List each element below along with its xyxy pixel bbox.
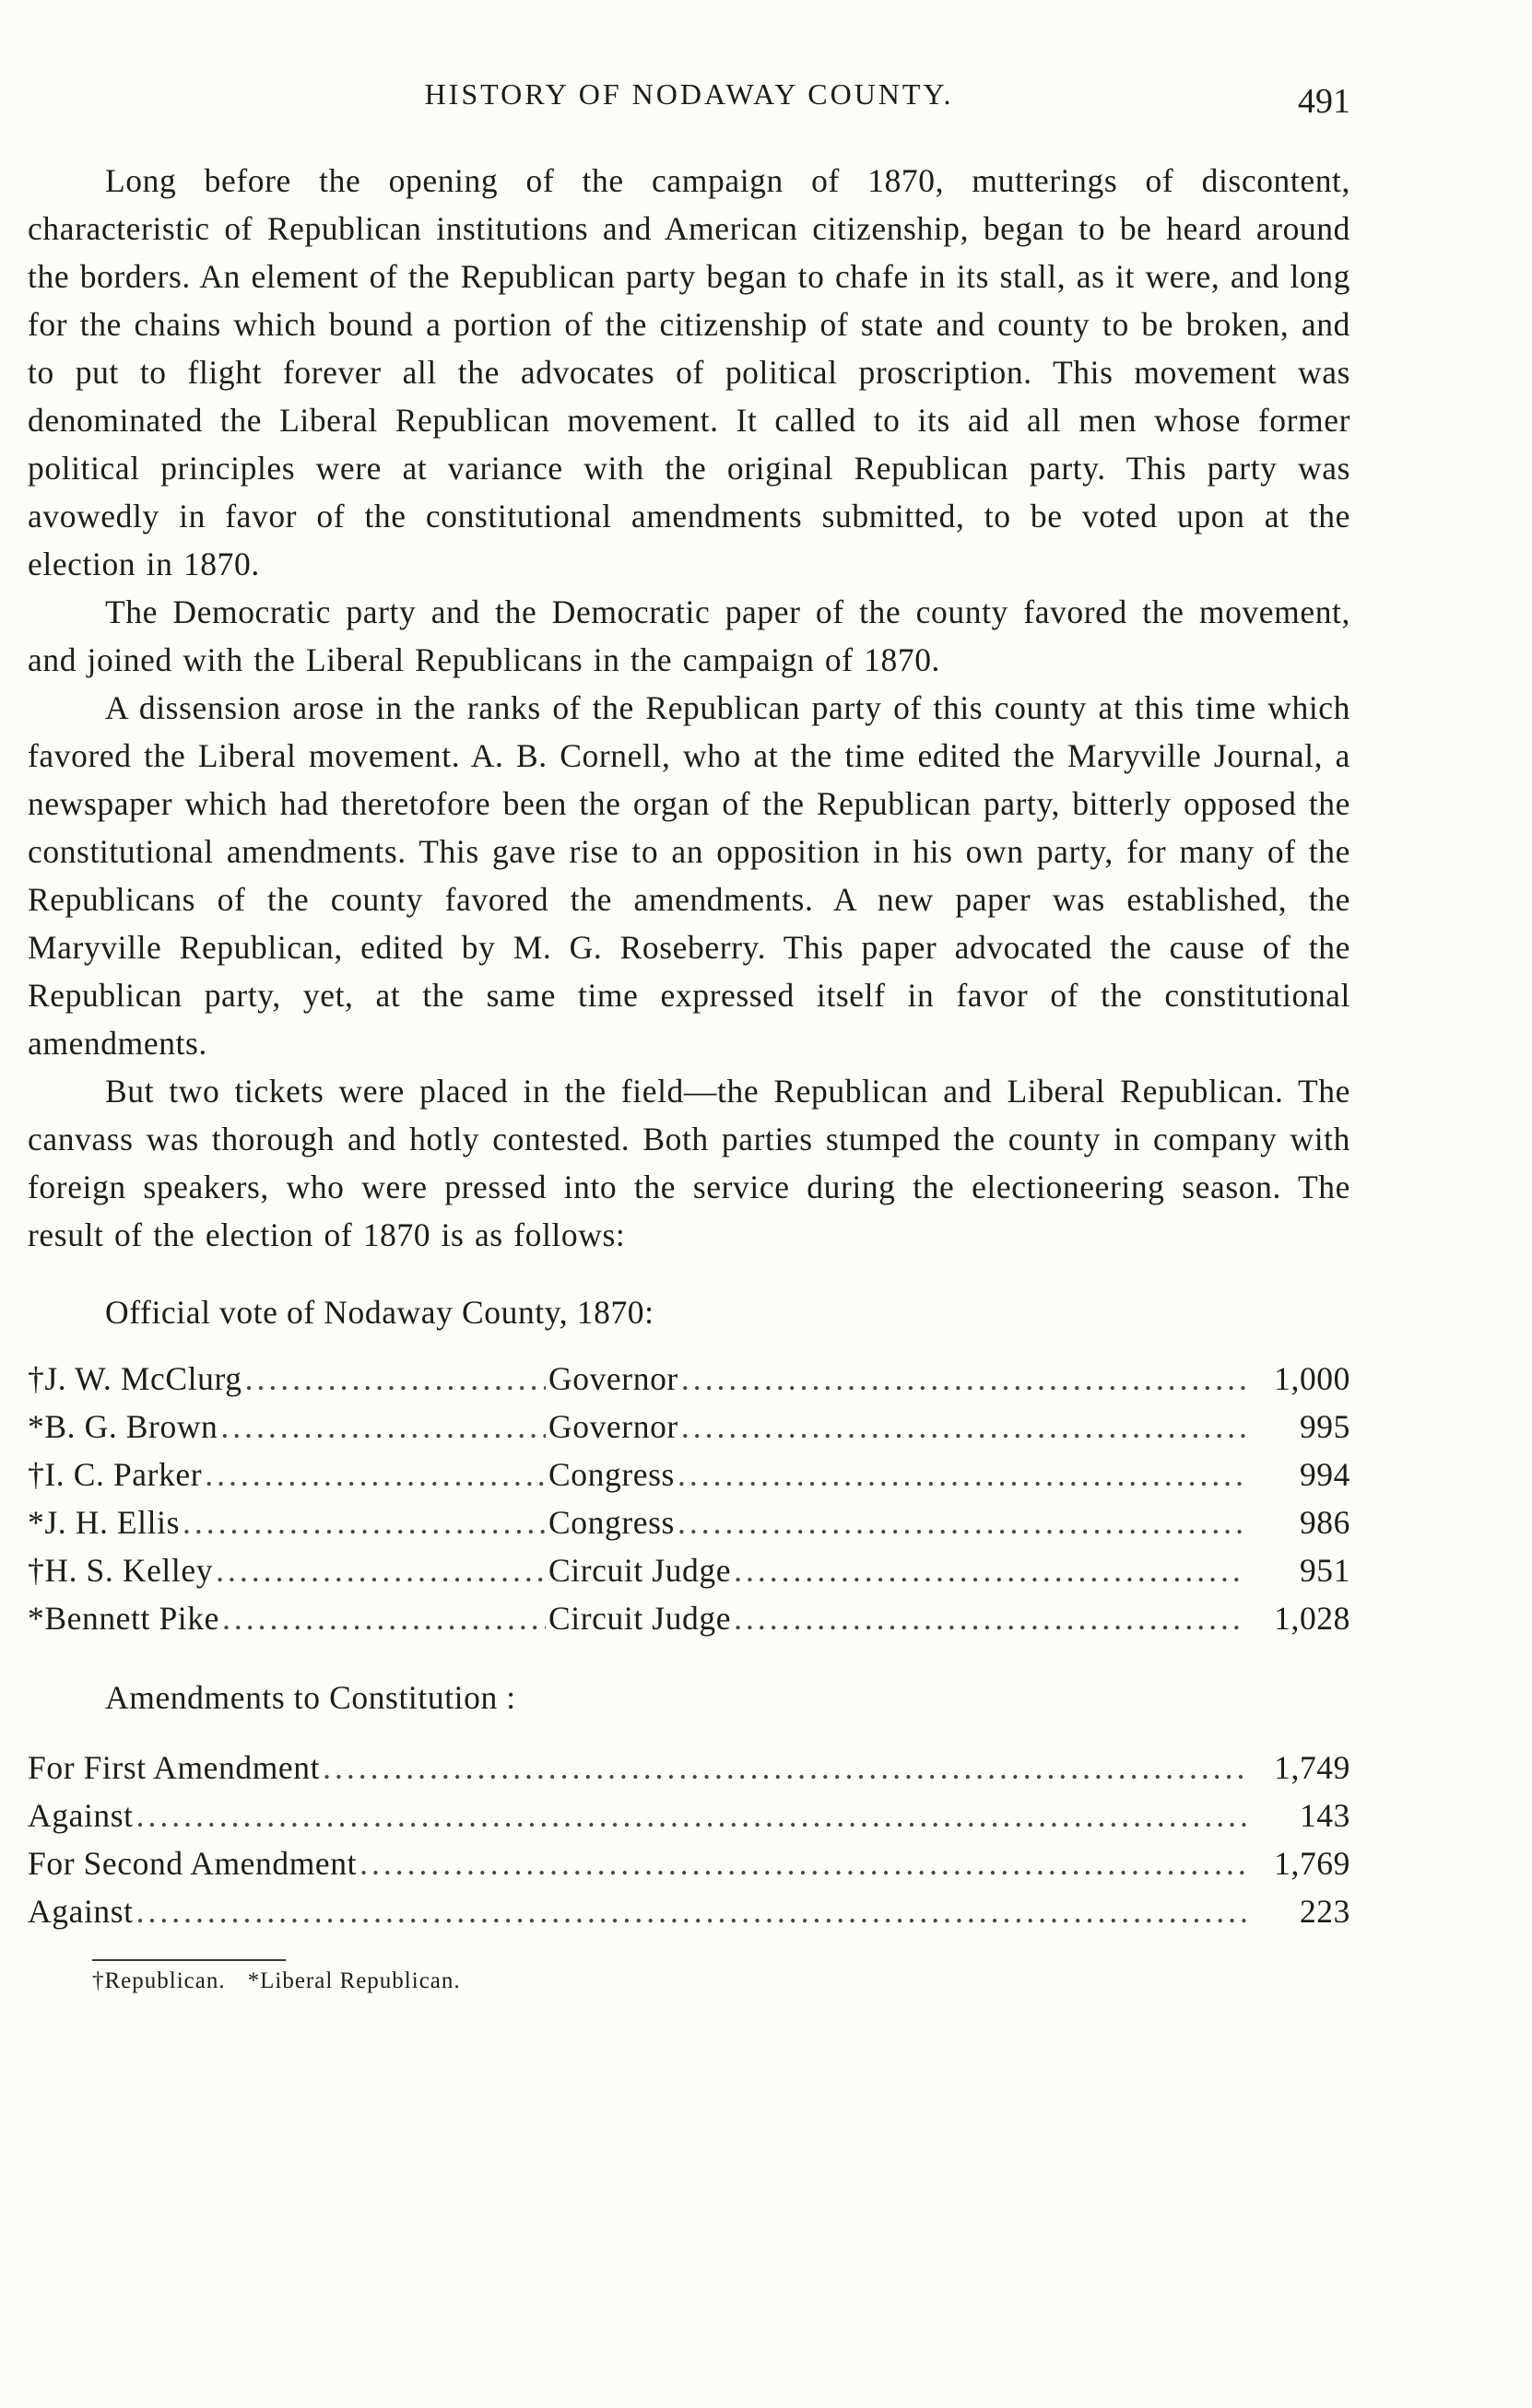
dot-leader	[678, 1498, 1246, 1546]
candidate-name: *B. G. Brown	[28, 1408, 218, 1445]
vote-row	[28, 1403, 1350, 1451]
vote-count: 986	[1299, 1504, 1350, 1541]
dot-leader	[681, 1403, 1246, 1451]
footnote-liberal-republican: *Liberal Republican.	[247, 1968, 461, 1993]
dot-leader	[681, 1355, 1246, 1403]
office-name: Circuit Judge	[548, 1552, 732, 1589]
official-vote-table	[28, 1355, 1350, 1642]
footnotes	[28, 1968, 1350, 1994]
amendment-label: Against	[28, 1797, 134, 1834]
candidate-name: *Bennett Pike	[28, 1600, 219, 1637]
dot-leader	[136, 1887, 1246, 1935]
official-vote-heading: Official vote of Nodaway County, 1870:	[105, 1294, 654, 1331]
vote-count: 995	[1299, 1408, 1350, 1445]
dot-leader	[220, 1403, 546, 1451]
dot-leader	[734, 1594, 1246, 1642]
page-header	[28, 77, 1350, 123]
footnote-republican: †Republican.	[92, 1968, 226, 1993]
dot-leader	[183, 1498, 546, 1546]
amendment-row	[28, 1839, 1350, 1887]
paragraph-dissension: A dissension arose in the ranks of the Republican party of this county at this time which favored the Liberal movement. A. B. Cornell, who at the time edited the Maryville Journal, a newspaper which had theretofore been the organ of the Republican party, bitterly opposed the constitutional amendments. This gave rise to an opposition in his own party, for many of the Republicans of the county favored the amendments. A new paper was established, the Maryville Republican, edited by M. G. Roseberry. This paper advocated the cause of the Republican party, yet, at the same time expressed itself in favor of the constitutional amendments.	[28, 689, 1350, 1062]
vote-count: 1,749	[1274, 1749, 1350, 1786]
amendment-row	[28, 1887, 1350, 1935]
amendment-label: For Second Amendment	[28, 1845, 358, 1882]
vote-row	[28, 1546, 1350, 1594]
body-text	[28, 157, 1350, 1994]
candidate-name: †I. C. Parker	[28, 1456, 203, 1493]
dot-leader	[222, 1594, 546, 1642]
amendment-row	[28, 1744, 1350, 1791]
vote-row	[28, 1498, 1350, 1546]
paragraph-liberal-movement: Long before the opening of the campaign of 1870, mutterings of discontent, characteristic of Republican institutions and American citizenship, began to be heard around the borders. An element of the Republican party began to chafe in its stall, as it were, and long for the chains which bound a portion of the citizenship of state and county to be broken, and to put to flight forever all the advocates of political proscription. This movement was denominated the Liberal Republican movement. It called to its aid all men whose former political principles were at variance with the original Republican party. This party was avowedly in favor of the constitutional amendments submitted, to be voted upon at the election in 1870.	[28, 162, 1350, 582]
vote-row	[28, 1355, 1350, 1403]
dot-leader	[216, 1546, 546, 1594]
office-name: Congress	[548, 1504, 675, 1541]
amendments-table	[28, 1744, 1350, 1935]
dot-leader	[136, 1791, 1246, 1839]
dot-leader	[323, 1744, 1246, 1791]
paragraph-democratic-party: The Democratic party and the Democratic paper of the county favored the movement, and joined with the Liberal Republicans in the campaign of 1870.	[28, 593, 1350, 678]
dot-leader	[734, 1546, 1246, 1594]
candidate-name: †H. S. Kelley	[28, 1552, 214, 1589]
page-number: 491	[1298, 82, 1350, 121]
candidate-name: †J. W. McClurg	[28, 1360, 242, 1397]
amendment-label: Against	[28, 1893, 134, 1930]
vote-row	[28, 1451, 1350, 1498]
amendment-row	[28, 1791, 1350, 1839]
vote-count: 994	[1299, 1456, 1350, 1493]
dot-leader	[678, 1451, 1246, 1498]
office-name: Congress	[548, 1456, 675, 1493]
amendments-heading: Amendments to Constitution :	[105, 1679, 516, 1716]
amendment-label: For First Amendment	[28, 1749, 321, 1786]
vote-count: 1,000	[1274, 1360, 1350, 1397]
dot-leader	[245, 1355, 546, 1403]
dot-leader	[359, 1839, 1246, 1887]
running-head: HISTORY OF NODAWAY COUNTY.	[424, 77, 954, 111]
vote-count: 1,028	[1274, 1600, 1350, 1637]
vote-count: 951	[1299, 1552, 1350, 1589]
vote-count: 223	[1299, 1893, 1350, 1930]
vote-row	[28, 1594, 1350, 1642]
office-name: Governor	[548, 1360, 678, 1397]
dot-leader	[205, 1451, 546, 1498]
vote-count: 1,769	[1274, 1845, 1350, 1882]
footnote-rule	[92, 1959, 286, 1961]
office-name: Circuit Judge	[548, 1600, 732, 1637]
vote-count: 143	[1299, 1797, 1350, 1834]
candidate-name: *J. H. Ellis	[28, 1504, 180, 1541]
office-name: Governor	[548, 1408, 678, 1445]
paragraph-two-tickets: But two tickets were placed in the field—the Republican and Liberal Republican. The canvass was thorough and hotly contested. Both parties stumped the county in company with foreign speakers, who were pressed into the service during the electioneering season. The result of the election of 1870 is as follows:	[28, 1073, 1350, 1253]
